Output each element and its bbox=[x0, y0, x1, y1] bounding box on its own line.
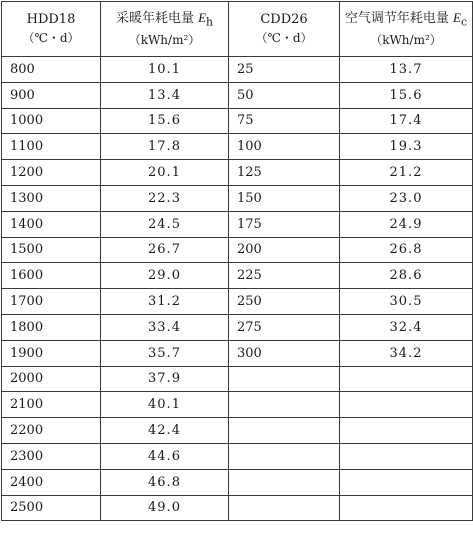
cell-ec: 17.4 bbox=[340, 108, 473, 134]
cell-cdd: 75 bbox=[229, 108, 340, 134]
cell-hdd: 2400 bbox=[2, 469, 101, 495]
cell-eh: 40.1 bbox=[101, 392, 229, 418]
cell-hdd: 800 bbox=[2, 57, 101, 83]
table-row bbox=[2, 392, 473, 418]
cell-eh: 17.8 bbox=[101, 134, 229, 160]
cell-eh: 20.1 bbox=[101, 160, 229, 186]
table-row bbox=[2, 443, 473, 469]
cell-hdd: 1500 bbox=[2, 237, 101, 263]
cell-eh: 33.4 bbox=[101, 314, 229, 340]
cell-ec: 28.6 bbox=[340, 263, 473, 289]
cell-eh: 46.8 bbox=[101, 469, 229, 495]
table-row bbox=[2, 160, 473, 186]
cell-eh: 10.1 bbox=[101, 57, 229, 83]
header-eh-sub: h bbox=[206, 15, 214, 29]
table-row bbox=[2, 289, 473, 315]
header-ec-sub: c bbox=[461, 15, 468, 29]
cell-eh: 35.7 bbox=[101, 340, 229, 366]
table-row bbox=[2, 82, 473, 108]
cell-cdd bbox=[229, 418, 340, 444]
cell-cdd bbox=[229, 469, 340, 495]
cell-ec: 21.2 bbox=[340, 160, 473, 186]
cell-hdd: 2000 bbox=[2, 366, 101, 392]
table-body bbox=[2, 57, 473, 521]
table-row bbox=[2, 108, 473, 134]
cell-eh: 49.0 bbox=[101, 495, 229, 521]
table-row bbox=[2, 469, 473, 495]
table-row bbox=[2, 366, 473, 392]
cell-eh: 44.6 bbox=[101, 443, 229, 469]
cell-ec: 19.3 bbox=[340, 134, 473, 160]
header-eh-title-line bbox=[101, 8, 228, 32]
header-row bbox=[2, 2, 473, 57]
header-ec bbox=[340, 2, 473, 57]
header-ec-unit: （kWh/m²） bbox=[370, 33, 442, 48]
cell-cdd: 250 bbox=[229, 289, 340, 315]
cell-ec: 23.0 bbox=[340, 185, 473, 211]
table-row bbox=[2, 237, 473, 263]
cell-ec bbox=[340, 392, 473, 418]
cell-cdd bbox=[229, 495, 340, 521]
energy-consumption-table bbox=[1, 1, 473, 521]
cell-ec: 34.2 bbox=[340, 340, 473, 366]
table-row bbox=[2, 495, 473, 521]
cell-eh: 15.6 bbox=[101, 108, 229, 134]
cell-hdd: 1400 bbox=[2, 211, 101, 237]
header-cdd bbox=[229, 2, 340, 57]
cell-ec bbox=[340, 469, 473, 495]
table-row bbox=[2, 211, 473, 237]
cell-eh: 22.3 bbox=[101, 185, 229, 211]
cell-hdd: 2200 bbox=[2, 418, 101, 444]
cell-hdd: 2300 bbox=[2, 443, 101, 469]
cell-hdd: 900 bbox=[2, 82, 101, 108]
table-row bbox=[2, 185, 473, 211]
cell-cdd bbox=[229, 443, 340, 469]
cell-ec: 13.7 bbox=[340, 57, 473, 83]
cell-hdd: 1300 bbox=[2, 185, 101, 211]
header-hdd bbox=[2, 2, 101, 57]
cell-ec: 15.6 bbox=[340, 82, 473, 108]
header-hdd-title: HDD18 bbox=[26, 12, 76, 27]
cell-eh: 26.7 bbox=[101, 237, 229, 263]
table-row bbox=[2, 418, 473, 444]
cell-ec bbox=[340, 366, 473, 392]
cell-cdd: 300 bbox=[229, 340, 340, 366]
cell-ec: 32.4 bbox=[340, 314, 473, 340]
cell-ec: 26.8 bbox=[340, 237, 473, 263]
cell-eh: 37.9 bbox=[101, 366, 229, 392]
header-hdd-unit: （℃・d） bbox=[22, 31, 80, 45]
cell-ec bbox=[340, 418, 473, 444]
cell-cdd: 200 bbox=[229, 237, 340, 263]
cell-cdd bbox=[229, 392, 340, 418]
table-row bbox=[2, 134, 473, 160]
cell-eh: 29.0 bbox=[101, 263, 229, 289]
cell-eh: 13.4 bbox=[101, 82, 229, 108]
cell-cdd: 125 bbox=[229, 160, 340, 186]
header-ec-symbol: E bbox=[453, 9, 461, 25]
cell-cdd: 275 bbox=[229, 314, 340, 340]
cell-cdd: 100 bbox=[229, 134, 340, 160]
cell-cdd: 150 bbox=[229, 185, 340, 211]
cell-cdd bbox=[229, 366, 340, 392]
cell-hdd: 1200 bbox=[2, 160, 101, 186]
cell-hdd: 1700 bbox=[2, 289, 101, 315]
header-eh-title: 采暖年耗电量 bbox=[115, 10, 199, 26]
cell-ec bbox=[340, 443, 473, 469]
table-header bbox=[2, 2, 473, 57]
header-cdd-title: CDD26 bbox=[260, 12, 308, 27]
table-row bbox=[2, 263, 473, 289]
cell-ec: 30.5 bbox=[340, 289, 473, 315]
header-eh bbox=[101, 2, 229, 57]
cell-ec bbox=[340, 495, 473, 521]
table-row bbox=[2, 57, 473, 83]
cell-hdd: 2100 bbox=[2, 392, 101, 418]
cell-ec: 24.9 bbox=[340, 211, 473, 237]
header-eh-symbol: E bbox=[198, 9, 207, 25]
cell-hdd: 1900 bbox=[2, 340, 101, 366]
cell-eh: 24.5 bbox=[101, 211, 229, 237]
cell-cdd: 225 bbox=[229, 263, 340, 289]
cell-hdd: 1000 bbox=[2, 108, 101, 134]
table-row bbox=[2, 314, 473, 340]
cell-hdd: 1600 bbox=[2, 263, 101, 289]
cell-eh: 42.4 bbox=[101, 418, 229, 444]
header-ec-title: 空气调节年耗电量 bbox=[344, 10, 454, 26]
cell-hdd: 1800 bbox=[2, 314, 101, 340]
cell-hdd: 1100 bbox=[2, 134, 101, 160]
table-row bbox=[2, 340, 473, 366]
cell-cdd: 25 bbox=[229, 57, 340, 83]
header-ec-title-line bbox=[340, 8, 472, 32]
header-cdd-unit: （℃・d） bbox=[255, 31, 313, 45]
cell-cdd: 175 bbox=[229, 211, 340, 237]
cell-hdd: 2500 bbox=[2, 495, 101, 521]
header-eh-unit: （kWh/m²） bbox=[128, 33, 201, 48]
cell-eh: 31.2 bbox=[101, 289, 229, 315]
cell-cdd: 50 bbox=[229, 82, 340, 108]
